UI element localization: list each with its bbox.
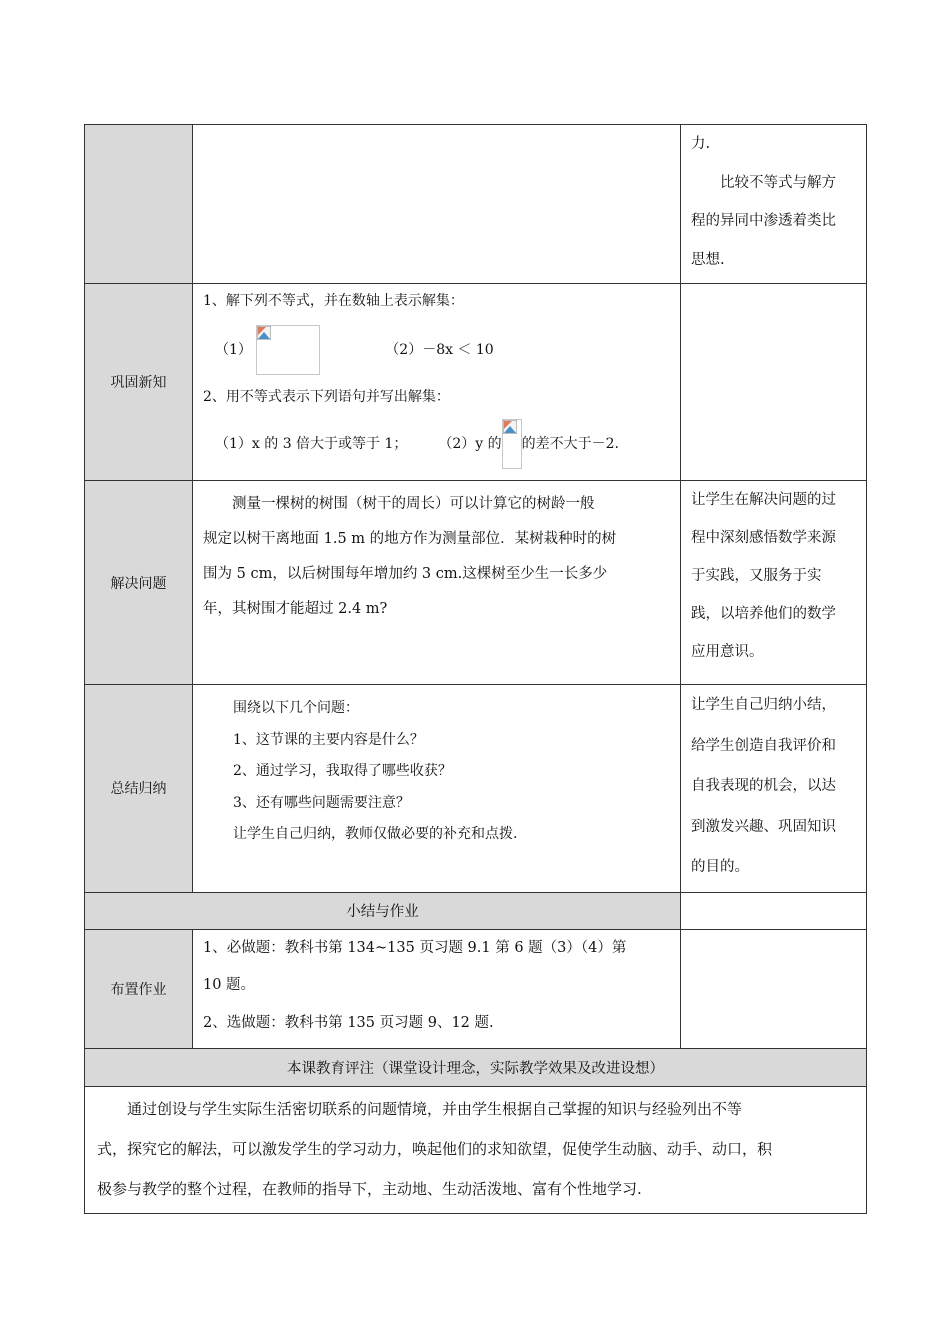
continuation-row bbox=[85, 125, 867, 284]
evaluation-line: 通过创设与学生实际生活密切联系的问题情境，并由学生根据自己掌握的知识与经验列出不等 bbox=[127, 1100, 743, 1118]
homework-line: 2、选做题：教科书第 135 页习题 9、12 题. bbox=[203, 1014, 494, 1031]
homework-row bbox=[85, 929, 867, 1049]
continuation-label-cell bbox=[85, 125, 193, 284]
q2-title: 2、用不等式表示下列语句并写出解集： bbox=[203, 389, 450, 405]
homework-note bbox=[681, 929, 867, 1049]
summary-line: 让学生自己归纳，教师仅做必要的补充和点拨. bbox=[233, 826, 518, 842]
section-header-row bbox=[85, 892, 867, 929]
homework-line: 10 题。 bbox=[203, 977, 256, 993]
q1-part2: （2）－8x ＜ 10 bbox=[385, 342, 494, 358]
consolidate-content bbox=[193, 284, 681, 481]
consolidate-row bbox=[85, 284, 867, 481]
note-line: 让学生在解决问题的过 bbox=[691, 492, 836, 508]
consolidate-note bbox=[681, 284, 867, 481]
q2-part1: （1）x 的 3 倍大于或等于 1； bbox=[215, 436, 408, 452]
q2-parts bbox=[203, 414, 670, 474]
problem-line: 规定以树干离地面 1.5 m 的地方作为测量部位．某树栽种时的树 bbox=[203, 531, 617, 547]
note-line: 思想. bbox=[691, 251, 725, 268]
formula-image bbox=[502, 419, 522, 469]
consolidate-label: 巩固新知 bbox=[85, 284, 193, 481]
broken-image-icon bbox=[257, 326, 271, 340]
section-header: 小结与作业 bbox=[85, 892, 681, 929]
summary-line: 2、通过学习，我取得了哪些收获？ bbox=[233, 763, 452, 779]
solve-problem bbox=[193, 481, 681, 685]
note-line: 践，以培养他们的数学 bbox=[691, 606, 836, 622]
homework-line: 1、必做题：教科书第 134~135 页习题 9.1 第 6 题（3）（4）第 bbox=[203, 939, 627, 956]
broken-image-icon bbox=[503, 420, 517, 434]
evaluation-row bbox=[85, 1087, 867, 1214]
q2-part2-suffix: 的差不大于－2. bbox=[521, 436, 619, 452]
note-line: 于实践，又服务于实 bbox=[691, 568, 822, 584]
q2-part2-prefix: （2）y 的 bbox=[438, 436, 502, 452]
evaluation-header-row bbox=[85, 1049, 867, 1087]
continuation-note bbox=[681, 125, 867, 284]
summary-label: 总结归纳 bbox=[85, 685, 193, 893]
note-line: 力. bbox=[691, 136, 711, 152]
summary-line: 3、还有哪些问题需要注意？ bbox=[233, 794, 410, 811]
solve-label: 解决问题 bbox=[85, 481, 193, 685]
evaluation-content bbox=[85, 1087, 867, 1214]
evaluation-header: 本课教育评注（课堂设计理念，实际教学效果及改进设想） bbox=[85, 1049, 867, 1087]
note-line: 应用意识。 bbox=[691, 644, 764, 660]
homework-content bbox=[193, 929, 681, 1049]
summary-content bbox=[193, 685, 681, 893]
note-line: 比较不等式与解方 bbox=[720, 174, 836, 191]
evaluation-line: 式，探究它的解法，可以激发学生的学习动力，唤起他们的求知欲望，促使学生动脑、动手、动口，积 bbox=[97, 1140, 773, 1158]
evaluation-line: 极参与教学的整个过程，在教师的指导下，主动地、生动活泼地、富有个性地学习. bbox=[97, 1180, 642, 1198]
summary-line: 围绕以下几个问题： bbox=[233, 700, 359, 716]
homework-label: 布置作业 bbox=[85, 929, 193, 1049]
note-line: 给学生创造自我评价和 bbox=[691, 737, 836, 754]
q1-part1-label: （1） bbox=[215, 342, 252, 358]
solve-row bbox=[85, 481, 867, 685]
problem-line: 年，其树围才能超过 2.4 m? bbox=[203, 601, 388, 617]
summary-row bbox=[85, 685, 867, 893]
note-line: 的目的。 bbox=[691, 859, 749, 875]
continuation-content-cell bbox=[193, 125, 681, 284]
note-line: 程的异同中渗透着类比 bbox=[691, 213, 836, 229]
q1-title: 1、解下列不等式，并在数轴上表示解集： bbox=[203, 293, 464, 309]
problem-line: 围为 5 cm，以后树围每年增加约 3 cm.这棵树至少生一长多少 bbox=[203, 566, 608, 582]
summary-line: 1、这节课的主要内容是什么？ bbox=[233, 731, 424, 748]
lesson-plan-table bbox=[84, 124, 867, 1214]
note-line: 程中深刻感悟数学来源 bbox=[691, 530, 836, 546]
problem-line: 测量一棵树的树围（树干的周长）可以计算它的树龄一般 bbox=[232, 496, 595, 512]
note-line: 自我表现的机会，以达 bbox=[691, 778, 836, 794]
summary-note bbox=[681, 685, 867, 893]
formula-image bbox=[256, 325, 320, 375]
section-header-empty bbox=[681, 892, 867, 929]
q1-parts bbox=[203, 320, 670, 380]
note-line: 到激发兴趣、巩固知识 bbox=[691, 818, 836, 835]
note-line: 让学生自己归纳小结， bbox=[691, 697, 836, 713]
solve-note bbox=[681, 481, 867, 685]
